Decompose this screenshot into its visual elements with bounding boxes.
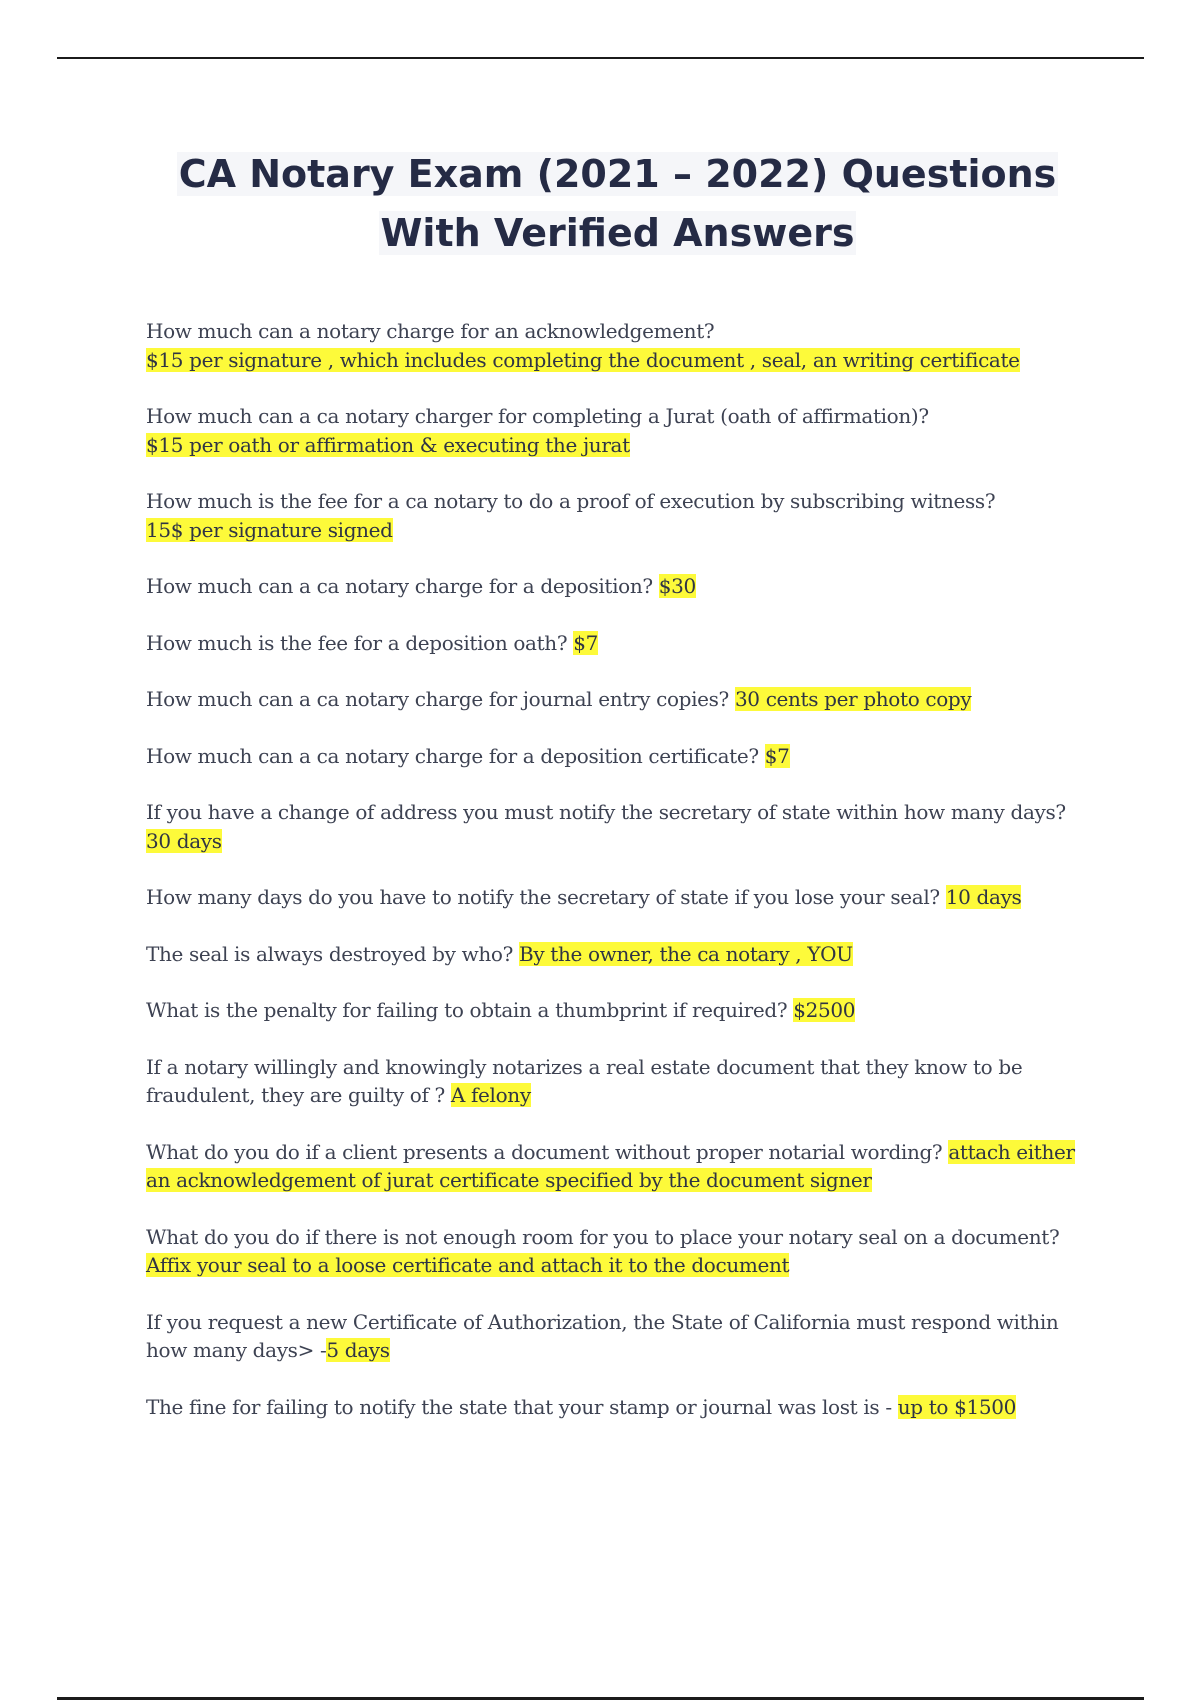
question: How much can a ca notary charge for a deposition certificate? <box>146 743 765 768</box>
qa-item <box>146 402 1086 459</box>
answer: $7 <box>764 743 790 768</box>
answer: 30 days <box>146 828 222 853</box>
answer: Affix your seal to a loose certificate and attach it to the document <box>146 1253 790 1277</box>
title-line-1: CA Notary Exam (2021 – 2022) Questions <box>178 152 1057 196</box>
answer: $2500 <box>793 998 856 1022</box>
answer: $30 <box>658 574 696 598</box>
question: What is the penalty for failing to obtain a thumbprint if required? <box>146 998 794 1022</box>
question: What do you do if a client presents a document without proper notarial wording? <box>146 1139 949 1164</box>
answer: By the owner, the ca notary , YOU <box>518 941 853 966</box>
qa-item <box>146 742 1086 771</box>
question: How much can a notary charge for an acknowledgement? <box>146 319 715 343</box>
answer: up to $1500 <box>897 1394 1016 1419</box>
question: If you request a new Certificate of Authorization, the State of California must respond within how many days> - <box>146 1309 1059 1362</box>
question: How many days do you have to notify the secretary of state if you lose your seal? <box>146 885 946 909</box>
answer: $7 <box>573 630 598 655</box>
qa-item <box>146 629 1086 658</box>
qa-item <box>146 572 1086 601</box>
question: If you have a change of address you must notify the secretary of state within how many days? <box>146 800 1066 824</box>
question: How much can a ca notary charge for journal entry copies? <box>146 687 735 711</box>
question: How much can a ca notary charge for a deposition? <box>146 574 659 598</box>
question: What do you do if there is not enough room for you to place your notary seal on a document? <box>146 1224 1060 1249</box>
qa-item <box>146 1138 1086 1195</box>
qa-item <box>146 1223 1086 1280</box>
qa-item <box>146 685 1086 714</box>
qa-item <box>146 996 1086 1025</box>
qa-item <box>146 798 1086 855</box>
qa-item <box>146 487 1086 544</box>
question: If a notary willingly and knowingly notarizes a real estate document that they know to be fraudulent, they are guilty of ? <box>146 1054 1023 1107</box>
header-rule <box>57 57 1144 59</box>
qa-item <box>146 317 1086 374</box>
question: How much can a ca notary charger for completing a Jurat (oath of affirmation)? <box>146 404 929 428</box>
question: The seal is always destroyed by who? <box>146 941 519 966</box>
title-line-2: With Verified Answers <box>380 211 855 255</box>
document-title <box>100 145 1135 263</box>
answer: 10 days <box>945 885 1022 909</box>
question: How much is the fee for a ca notary to do a proof of execution by subscribing witness? <box>146 489 996 513</box>
qa-item <box>146 940 1086 969</box>
answer: 15$ per signature signed <box>146 517 393 542</box>
answer: attach either an acknowledgement of jurat certificate specified by the document signer <box>146 1139 1075 1192</box>
answer: A felony <box>450 1083 531 1107</box>
answer: $15 per signature , which includes completing the document , seal, an writing certificate <box>146 347 1020 372</box>
question: How much is the fee for a deposition oath? <box>146 630 574 655</box>
qa-item <box>146 1308 1086 1365</box>
qa-list <box>146 317 1086 1449</box>
qa-item <box>146 883 1086 912</box>
question: The fine for failing to notify the state that your stamp or journal was lost is - <box>146 1394 898 1419</box>
answer: 30 cents per photo copy <box>734 687 972 711</box>
answer: 5 days <box>326 1338 390 1362</box>
answer: $15 per oath or affirmation & executing the jurat <box>146 432 630 457</box>
qa-item <box>146 1393 1086 1422</box>
qa-item <box>146 1053 1086 1110</box>
